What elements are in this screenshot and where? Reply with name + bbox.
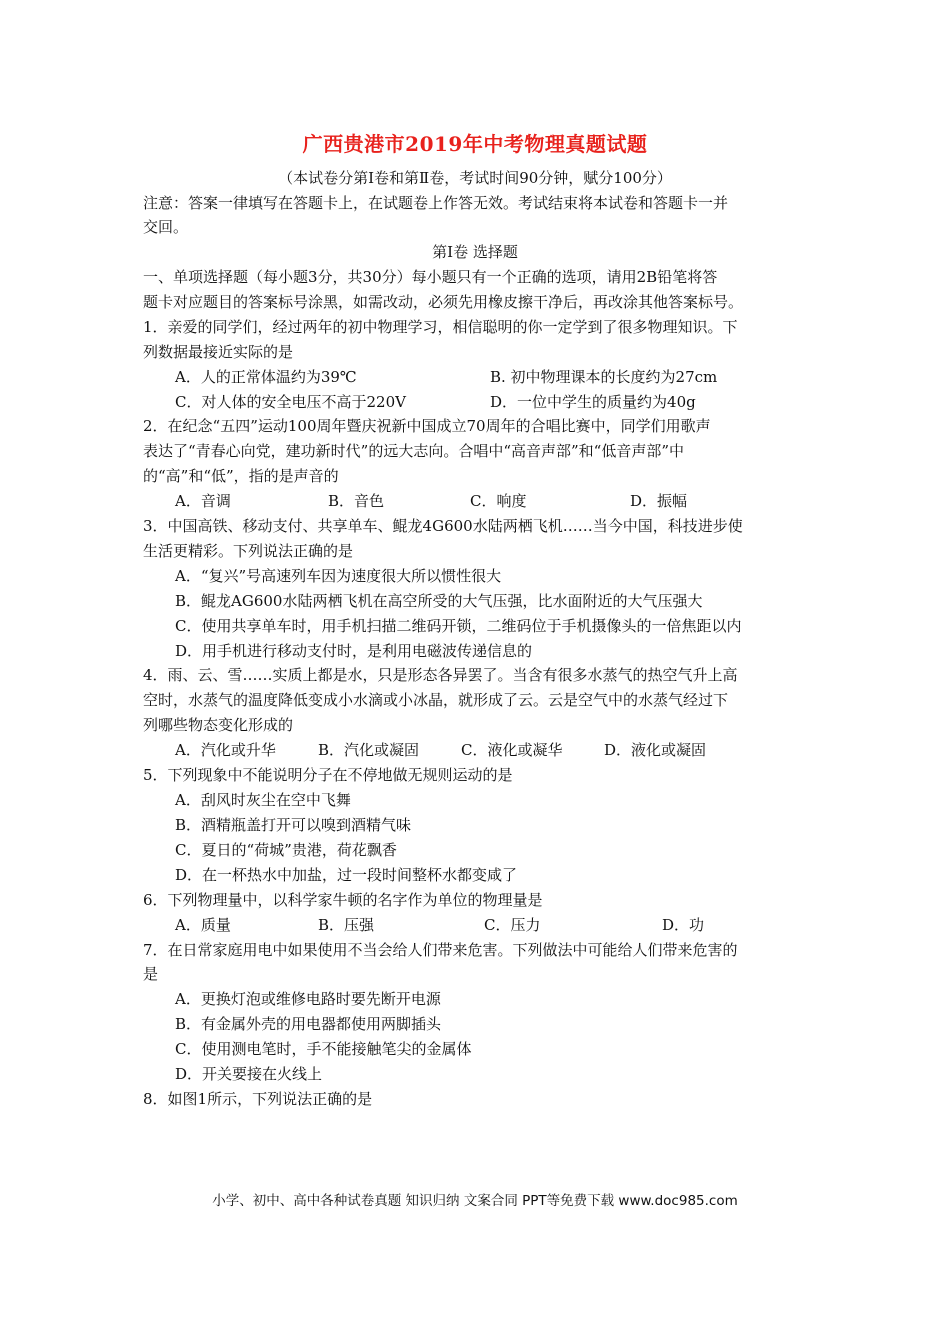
q1-stem-line-2: 列数据最接近实际的是 xyxy=(143,343,294,361)
q4-stem-line-1: 4．雨、云、雪……实质上都是水，只是形态各异罢了。当含有很多水蒸气的热空气升上高 xyxy=(143,666,738,684)
q1-stem-line-1: 1．亲爱的同学们，经过两年的初中物理学习，相信聪明的你一定学到了很多物理知识。下 xyxy=(143,318,738,336)
q2-stem-line-1: 2．在纪念“五四”运动100周年暨庆祝新中国成立70周年的合唱比赛中，同学们用歌声 xyxy=(143,417,711,435)
q7-stem-line-2: 是 xyxy=(143,965,159,983)
q3-stem-line-2: 生活更精彩。下列说法正确的是 xyxy=(143,542,354,560)
page-footer: 小学、初中、高中各种试卷真题 知识归纳 文案合同 PPT等免费下载 www.doc985.com xyxy=(212,1193,738,1209)
notice-line-2: 交回。 xyxy=(143,218,189,236)
q1-options-row-1 xyxy=(175,366,815,388)
q2-option-d: D．振幅 xyxy=(630,492,688,510)
q2-stem-line-3: 的“高”和“低”，指的是声音的 xyxy=(143,467,339,485)
q5-option-b: B．酒精瓶盖打开可以嗅到酒精气味 xyxy=(175,816,412,834)
notice-line-1: 注意：答案一律填写在答题卡上，在试题卷上作答无效。考试结束将本试卷和答题卡一并 xyxy=(143,194,729,212)
page-title: 广西贵港市2019年中考物理真题试题 xyxy=(302,132,648,156)
q7-option-d: D．开关要接在火线上 xyxy=(175,1065,323,1083)
q2-option-c: C．响度 xyxy=(470,492,527,510)
q4-options-row xyxy=(175,739,815,761)
instructions-line-2: 题卡对应题目的答案标号涂黑，如需改动，必须先用橡皮擦干净后，再改涂其他答案标号。 xyxy=(143,293,744,311)
q2-options-row xyxy=(175,490,815,512)
q1-option-a: A．人的正常体温约为39℃ xyxy=(175,368,357,386)
q6-option-d: D．功 xyxy=(662,916,705,934)
q5-option-d: D．在一杯热水中加盐，过一段时间整杯水都变咸了 xyxy=(175,866,518,884)
q1-options-row-2 xyxy=(175,391,815,413)
q2-option-a: A．音调 xyxy=(175,492,231,510)
q4-option-b: B．汽化或凝固 xyxy=(318,741,420,759)
q6-stem-line-1: 6．下列物理量中，以科学家牛顿的名字作为单位的物理量是 xyxy=(143,891,543,909)
q2-option-b: B．音色 xyxy=(328,492,385,510)
q7-stem-line-1: 7．在日常家庭用电中如果使用不当会给人们带来危害。下列做法中可能给人们带来危害的 xyxy=(143,941,738,959)
q3-option-d: D．用手机进行移动支付时，是利用电磁波传递信息的 xyxy=(175,642,533,660)
q2-stem-line-2: 表达了“青春心向党，建功新时代”的远大志向。合唱中“高音声部”和“低音声部”中 xyxy=(143,442,685,460)
q5-option-c: C．夏日的“荷城”贵港，荷花飘香 xyxy=(175,841,397,859)
section-title: 第Ⅰ卷 选择题 xyxy=(432,243,518,261)
q5-stem-line-1: 5．下列现象中不能说明分子在不停地做无规则运动的是 xyxy=(143,766,513,784)
q7-option-a: A．更换灯泡或维修电路时要先断开电源 xyxy=(175,990,441,1008)
q7-option-b: B．有金属外壳的用电器都使用两脚插头 xyxy=(175,1015,442,1033)
q4-option-c: C．液化或凝华 xyxy=(461,741,563,759)
q5-option-a: A．刮风时灰尘在空中飞舞 xyxy=(175,791,351,809)
q7-option-c: C．使用测电笔时，手不能接触笔尖的金属体 xyxy=(175,1040,472,1058)
q1-option-b: B. 初中物理课本的长度约为27cm xyxy=(490,368,718,386)
q4-option-a: A．汽化或升华 xyxy=(175,741,276,759)
q8-stem-line-1: 8．如图1所示，下列说法正确的是 xyxy=(143,1090,373,1108)
q3-stem-line-1: 3．中国高铁、移动支付、共享单车、鲲龙4G600水陆两栖飞机……当今中国，科技进步使 xyxy=(143,517,743,535)
q1-option-d: D．一位中学生的质量约为40g xyxy=(490,393,696,411)
q3-option-a: A．“复兴”号高速列车因为速度很大所以惯性很大 xyxy=(175,567,502,585)
exam-subtitle: （本试卷分第Ⅰ卷和第Ⅱ卷，考试时间90分钟，赋分100分） xyxy=(278,169,672,187)
q6-option-c: C．压力 xyxy=(484,916,541,934)
q3-option-b: B．鲲龙AG600水陆两栖飞机在高空所受的大气压强，比水面附近的大气压强大 xyxy=(175,592,703,610)
q6-option-a: A．质量 xyxy=(175,916,231,934)
q4-stem-line-3: 列哪些物态变化形成的 xyxy=(143,716,294,734)
q4-option-d: D．液化或凝固 xyxy=(604,741,707,759)
q6-option-b: B．压强 xyxy=(318,916,375,934)
q3-option-c: C．使用共享单车时，用手机扫描二维码开锁，二维码位于手机摄像头的一倍焦距以内 xyxy=(175,617,742,635)
q4-stem-line-2: 空时，水蒸气的温度降低变成小水滴或小冰晶，就形成了云。云是空气中的水蒸气经过下 xyxy=(143,691,729,709)
q1-option-c: C．对人体的安全电压不高于220V xyxy=(175,393,406,411)
instructions-line-1: 一、单项选择题（每小题3分，共30分）每小题只有一个正确的选项，请用2B铅笔将答 xyxy=(143,268,718,286)
q6-options-row xyxy=(175,914,815,936)
